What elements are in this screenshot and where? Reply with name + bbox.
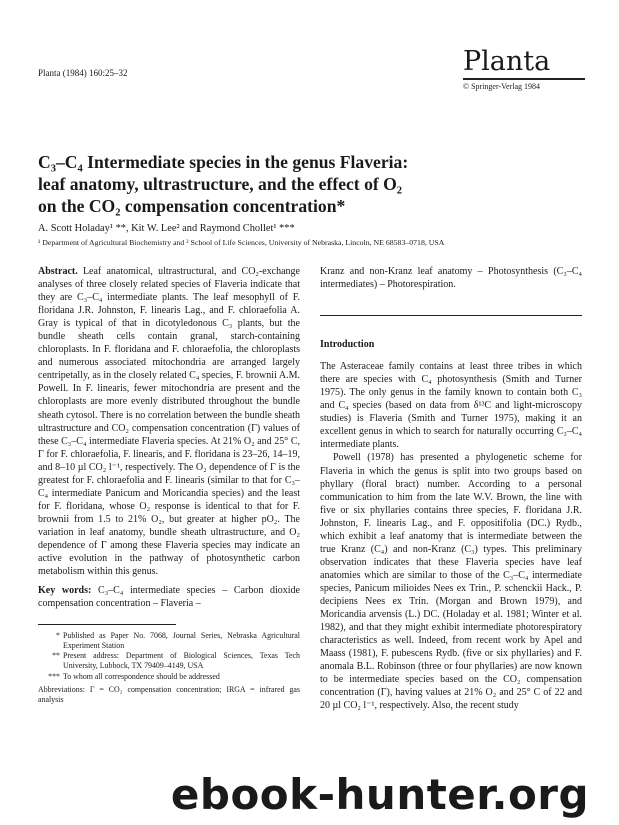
keywords-label: Key words: xyxy=(38,585,92,597)
title-line-1: C₃–C₄ Intermediate species in the genus Flaveria: xyxy=(38,152,409,172)
keywords-text: C₃–C₄ intermediate species – Carbon dioxide compensation concentration – Flaveria – xyxy=(38,585,300,610)
footnotes xyxy=(38,631,300,681)
journal-reference: Planta (1984) 160:25–32 xyxy=(38,68,128,78)
footnote-divider xyxy=(38,624,176,625)
footnote: ** Present address: Department of Biological Sciences, Texas Tech University, Lubbock, TX 79409–4149, USA xyxy=(52,651,300,670)
section-divider xyxy=(320,315,582,316)
title-line-3: on the CO₂ compensation concentration* xyxy=(38,196,346,216)
watermark: ebook-hunter.org xyxy=(150,770,610,819)
right-column xyxy=(320,265,582,712)
footnote: *** To whom all correspondence should be addressed xyxy=(48,671,220,681)
journal-logo xyxy=(463,48,585,91)
paper-title xyxy=(38,151,583,217)
intro-paragraph-1: The Asteraceae family contains at least three tribes in which there are species with C₄ photosynthesis (Smith and Turner 1975). The only genus in the family known to contain both C₃ and C₄ species (based on data from δ¹³C and light-microscopy studies) is Flaveria (Smith and Turner 1975), making it an excellent genus in which to search for naturally occurring C₃–C₄ intermediate plants. xyxy=(320,361,582,451)
intro-heading: Introduction xyxy=(320,339,375,351)
abstract-label: Abstract. xyxy=(38,266,78,277)
keywords-continued: Kranz and non-Kranz leaf anatomy – Photosynthesis (C₃–C₄ intermediates) – Photorespiration. xyxy=(320,266,582,291)
logo-wordmark: Planta xyxy=(463,48,585,80)
copyright-line: © Springer-Verlag 1984 xyxy=(463,82,541,91)
affiliation: ¹ Department of Agricultural Biochemistry and ² School of Life Sciences, University of Nebraska, Lincoln, NE 68583–0718, USA xyxy=(38,238,445,247)
title-line-2: leaf anatomy, ultrastructure, and the effect of O₂ xyxy=(38,174,403,194)
keywords xyxy=(38,584,300,610)
left-column xyxy=(38,265,300,704)
author-list: A. Scott Holaday¹ **, Kit W. Lee² and Raymond Chollet¹ *** xyxy=(38,223,295,234)
abstract-text: Leaf anatomical, ultrastructural, and CO₂-exchange analyses of three closely related species of Flaveria indicate that they are C₃–C₄ intermediate plants. The leaf mesophyll of F. floridana J.R. Johnston, F. linearis Lag., and F. chloraefolia A. Gray is typical of that in dicotyledonous C₃ plants, but the bundle sheath cells contain granal, starch-containing chloroplasts. In F. floridana and F. chloraefolia, the chloroplasts and numerous associated mitochondria are arranged largely centripetally, as in the closely related C₄ species, F. brownii A.M. Powell. In F. linearis, fewer mitochondria are present and the chloroplasts are more evenly distributed throughout the bundle sheath cytosol. There is no correlation between the bundle sheath ultrastructure and CO₂ compensation concentration (Γ) values of these C₃–C₄ intermediate Flaveria species. At 21% O₂ and 25° C, Γ for F. chloraefolia, F. linearis, and F. floridana is 23–26, 14–19, and 8–10 µl CO₂ l⁻¹, respectively. The O₂ dependence of Γ is the greatest for F. chloraefolia and F. linearis (similar to that for C₃–C₄ intermediate Panicum and Moricandia species) and the least for F. floridana, whose O₂ response is identical to that for F. brownii from 1.5 to 21% O₂, but greater at higher pO₂. The variation in leaf anatomy, bundle sheath ultrastructure, and O₂ dependence of Γ among these Flaveria species may indicate an active evolution in the pathway of photosynthetic carbon metabolism within this genus. xyxy=(38,266,300,578)
abstract xyxy=(38,265,300,578)
abbreviations: Abbreviations: Γ = CO₂ compensation concentration; IRGA = infrared gas analysis xyxy=(38,685,300,704)
footnote: * Published as Paper No. 7068, Journal Series, Nebraska Agricultural Experiment Station xyxy=(56,631,300,650)
intro-paragraph-2: Powell (1978) has presented a phylogenetic scheme for Flaveria in which the genus is split into two groups based on phyllary (floral bract) number. According to a personal communication to him from the late W.V. Brown, the line with five or six phyllaries contains three species, F. floridana J.R. Johnston, F. linearis Lag., and F. oppositifolia (DC.) Rydb., which exhibit a leaf anatomy that is intermediate between the true Kranz (C₄) and non-Kranz (C₃) types. This preliminary observation indicates that these Flaveria species have leaf anatomies which are similar to those of the C₃–C₄ intermediate species, Panicum milioides Nees ex Trin., P. schenckii Hack., P. decipiens Nees ex Trin. (Morgan and Brown 1979), and Moricandia arvensis (L.) DC. (Holaday et al. 1981; Winter et al. 1982), and that they might exhibit intermediate photorespiratory characteristics as well. Indeed, from recent work by Apel and Maass (1981), F. pubescens Rydb. (five or six phyllaries) and F. anomala B.L. Robinson (three or four phyllaries) are now known to be intermediate species based on the CO₂ compensation concentration (Γ), having values at 21% O₂ and 25° C of 22 and 20 µl CO₂ l⁻¹, respectively. Also, the recent study xyxy=(320,452,582,712)
